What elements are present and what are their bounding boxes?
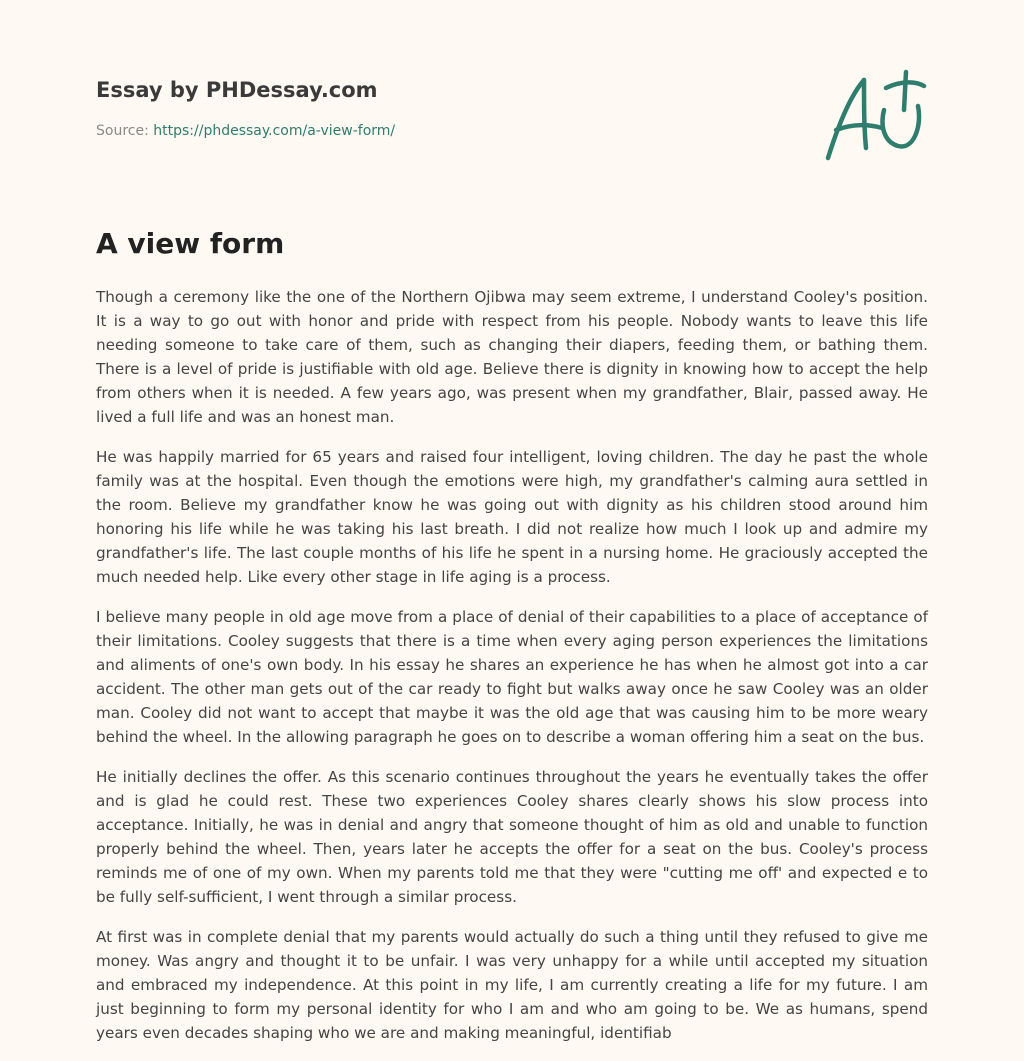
essay-paragraph: Though a ceremony like the one of the Northern Ojibwa may seem extreme, I understand Cooley's position. It is a way to go out with honor and pride with respect from his people. Nobody wants to leave this life needing someone to take care of them, such as changing their diapers, feeding them, or bathing them. There is a level of pride is justifiable with old age. Believe there is dignity in knowing how to accept the help from others when it is needed. A few years ago, was present when my grandfather, Blair, passed away. He lived a full life and was an honest man. [96, 288, 928, 426]
a-plus-icon [818, 66, 930, 166]
essay-body [96, 285, 928, 1061]
essay-paragraph: He initially declines the offer. As this scenario continues throughout the years he eventually takes the offer and is glad he could rest. These two experiences Cooley shares clearly shows his slow process into acceptance. Initially, he was in denial and angry that someone thought of him as old and unable to function properly behind the wheel. Then, years later he accepts the offer for a seat on the bus. Cooley's process reminds me of one of my own. When my parents told me that they were "cutting me off' and expected e to be fully self-sufficient, I went through a similar process. [96, 768, 928, 906]
document-header [96, 76, 796, 141]
source-label: Source: [96, 123, 149, 139]
essay-paragraph: He was happily married for 65 years and raised four intelligent, loving children. The day he past the whole family was at the hospital. Even though the emotions were high, my grandfather's calming aura settled in the room. Believe my grandfather know he was going out with dignity as his children stood around him honoring his life while he was taking his last breath. I did not realize how much I look up and admire my grandfather's life. The last couple months of his life he spent in a nursing home. He graciously accepted the much needed help. Like every other stage in life aging is a process. [96, 448, 928, 586]
essay-paragraph: I believe many people in old age move from a place of denial of their capabilities to a place of acceptance of their limitations. Cooley suggests that there is a time when every aging person experiences the limitations and aliments of one's own body. In his essay he shares an experience he has when he almost got into a car accident. The other man gets out of the car ready to fight but walks away once he saw Cooley was an older man. Cooley did not want to accept that maybe it was the old age that was causing him to be more weary behind the wheel. In the allowing paragraph he goes on to describe a woman offering him a seat on the bus. [96, 608, 928, 746]
source-link[interactable]: https://phdessay.com/a-view-form/ [153, 123, 396, 139]
essay-title: A view form [96, 227, 285, 260]
essay-paragraph: At first was in complete denial that my parents would actually do such a thing until they refused to give me money. Was angry and thought it to be unfair. I was very unhappy for a while until accepted my situation and embraced my independence. At this point in my life, I am currently creating a life for my future. I am just beginning to form my personal identity for who I am and who am going to be. We as humans, spend years even decades shaping who we are and making meaningful, identifiab [96, 928, 928, 1042]
brand-title: Essay by PHDessay.com [96, 78, 378, 102]
source-line [96, 121, 796, 141]
